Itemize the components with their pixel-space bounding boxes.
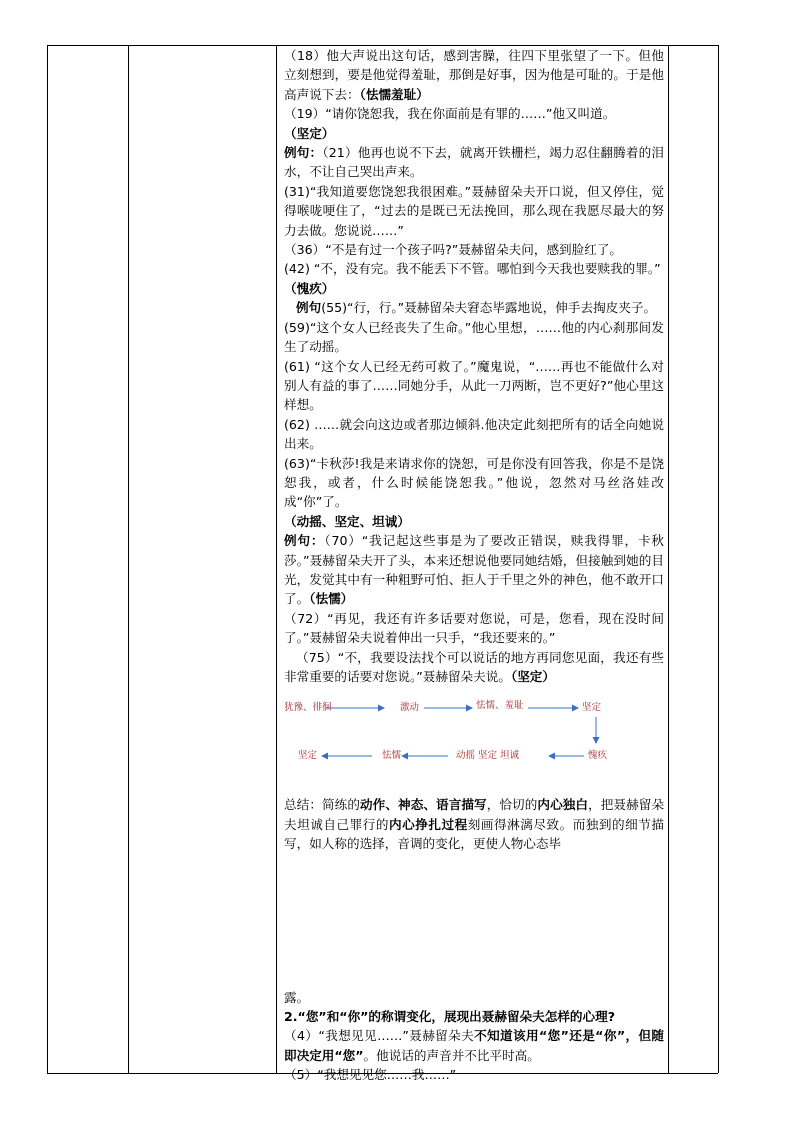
example-21: 例句：（21）他再也说不下去，就离开铁栅栏，竭力忍住翻腾着的泪水，不让自己哭出声来。 (284, 145, 664, 180)
example-70: 例句：（70）“我记起这些事是为了要改正错误，赎我得罪，卡秋莎。”聂赫留朵夫开了头，本来还想说他要同她结婚，但接触到她的目光，发觉其中有一种粗野可怕、拒人于千里之外的神色，他不敢开口了。（怯懦） (284, 533, 665, 607)
flow-node-cowardly-shame: 怯懦、羞耻 (476, 700, 524, 712)
content-cell (284, 46, 664, 1085)
blank-space (284, 854, 664, 988)
table-column-divider-1 (128, 45, 129, 1073)
flow-node-cowardly: 怯懦 (382, 750, 402, 762)
emotion-flow-diagram (284, 695, 664, 795)
emotion-tag: （愧疚） (284, 280, 335, 296)
paragraph-62: (62) ……就会向这边或者那边倾斜.他决定此刻把所有的话全向她说出来。 (284, 416, 664, 452)
example-label: 例句： (284, 533, 325, 549)
table-border-right (718, 45, 719, 1073)
paragraph-72: （72）“再见，我还有许多话要对您说，可是，您看，现在没时间了。”聂赫留朵夫说着伸出一只手，“我还要来的。” (284, 610, 664, 646)
flow-node-excited: 激动 (400, 702, 420, 714)
flow-node-firm: 坚定 (582, 702, 602, 714)
flow-node-waver-firm-honest: 动摇 坚定 坦诚 (456, 750, 520, 762)
emotion-tag: （动摇、坚定、坦诚） (284, 513, 410, 529)
table-border-left (47, 45, 48, 1073)
paragraph-42: (42) “不，没有完。我不能丢下不管。哪怕到今天我也要赎我的罪。” (284, 261, 661, 277)
paragraph-19: （19）“请你饶恕我，我在你面前是有罪的……”他又叫道。 (284, 106, 616, 122)
paragraph-18: （18）他大声说出这句话，感到害臊，往四下里张望了一下。但他立刻想到，要是他觉得羞耻，那倒是好事，因为他是可耻的。于是他高声说下去：（怯懦羞耻） (284, 48, 664, 102)
flow-node-firm-final: 坚定 (298, 750, 318, 762)
paragraph-75: （75）“不，我要设法找个可以说话的地方再同您见面，我还有些非常重要的话要对您说。”聂赫留朵夫说。（坚定） (284, 649, 664, 684)
flow-node-guilt: 愧疚 (588, 750, 608, 762)
paragraph-63: (63)“卡秋莎!我是来请求你的饶恕，可是你没有回答我，你是不是饶恕我，或者，什么时候能饶恕我。”他说，忽然对马丝洛娃改成“你”了。 (284, 455, 664, 510)
table-column-divider-2 (276, 45, 277, 1073)
question-2-title: 2.“您”和“你”的称谓变化，展现出聂赫留朵夫怎样的心理? (284, 1009, 616, 1025)
emotion-tag: （坚定） (284, 125, 335, 141)
emotion-tag: （怯懦羞耻） (359, 86, 429, 102)
example-55: 例句(55)“行，行。”聂赫留朵夫窘态毕露地说，伸手去掏皮夹子。 (296, 300, 657, 316)
example-label: 例句 (296, 300, 322, 316)
summary-paragraph: 总结：简练的动作、神态、语言描写，恰切的内心独白，把聂赫留朵夫坦诚自己罪行的内心挣扎过程刻画得淋漓尽致。而独到的细节描写，如人称的选择，音调的变化，更使人物心态毕 (284, 797, 665, 852)
summary-end: 露。 (284, 989, 310, 1005)
flow-node-hesitate: 犹豫、徘徊 (284, 702, 332, 714)
example-label: 例句： (284, 145, 323, 161)
emotion-tag: （坚定） (510, 669, 555, 684)
question-2-line-5: （5）“我想见见您……我……” (284, 1067, 457, 1083)
paragraph-61: (61) “这个女人已经无药可救了。”魔鬼说，“……再也不能做什么对别人有益的事了……同她分手，从此一刀两断，岂不更好?”他心里这样想。 (284, 358, 664, 413)
paragraph-36: （36）“不是有过一个孩子吗?”聂赫留朵夫问，感到脸红了。 (284, 242, 623, 258)
table-column-divider-3 (668, 45, 669, 1073)
emotion-tag: （怯懦） (309, 591, 354, 607)
flow-arrows (284, 695, 664, 795)
question-2-line-4: （4）“我想见见……”聂赫留朵夫不知道该用“您”还是“你”，但随即决定用“您”。他说话的声音并不比平时高。 (284, 1028, 665, 1063)
paragraph-59: (59)“这个女人已经丧失了生命。”他心里想，……他的内心刹那间发生了动摇。 (284, 319, 664, 355)
paragraph-31: (31)“我知道要您饶恕我很困难。”聂赫留朵夫开口说，但又停住，觉得喉咙哽住了，“过去的是既已无法挽回，那么现在我愿尽最大的努力去做。您说说……” (284, 183, 664, 238)
